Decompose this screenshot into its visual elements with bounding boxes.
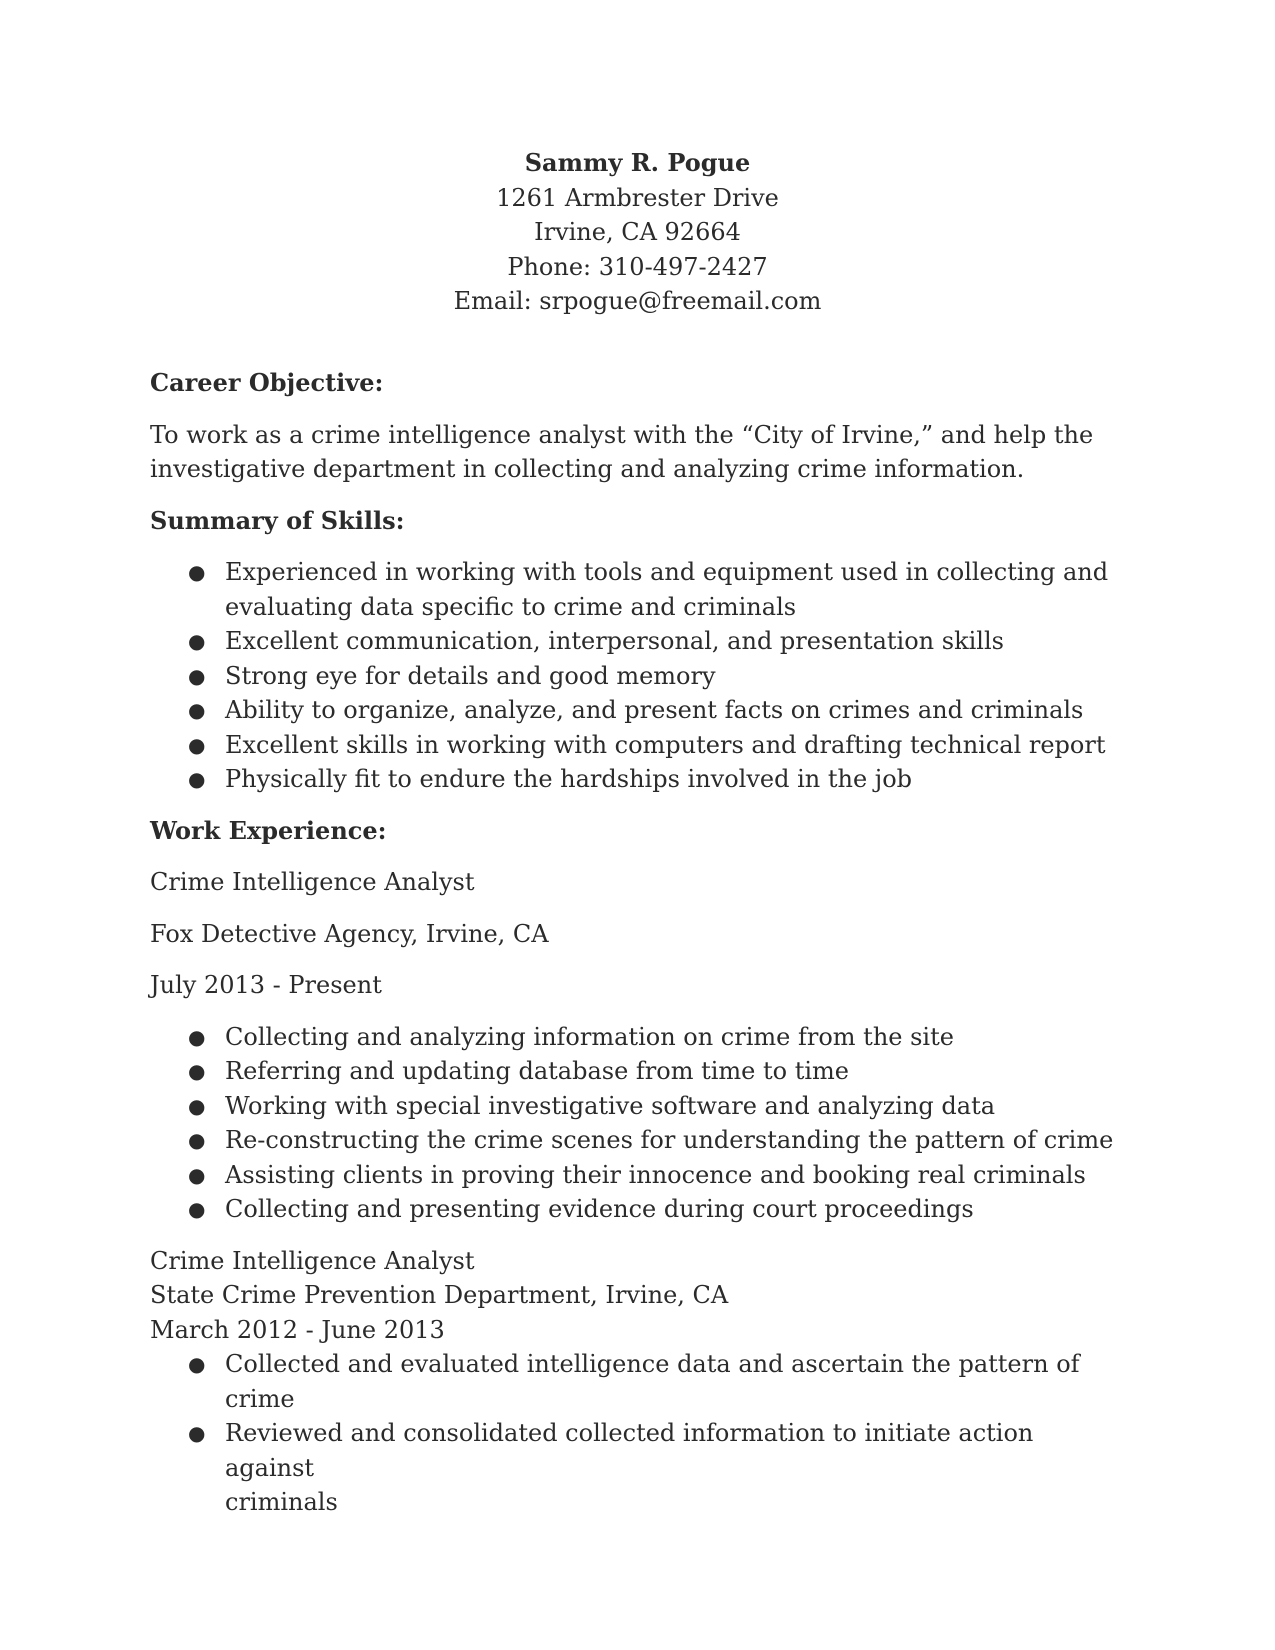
list-item: ● Collecting and analyzing information on crime from the site [150, 1020, 1130, 1055]
phone-line: Phone: 310-497-2427 [507, 252, 768, 281]
job-entry-1 [150, 865, 1130, 1227]
bullet-icon: ● [188, 1197, 206, 1221]
job-entry-2 [150, 1244, 1130, 1520]
email-line: Email: srpogue@freemail.com [453, 287, 822, 315]
bullet-icon: ● [188, 629, 206, 653]
list-item: ● Reviewed and consolidated collected information to initiate action against criminals [150, 1416, 1130, 1520]
job-duties-list [150, 1020, 1130, 1227]
skills-list [150, 555, 1130, 797]
address-line-1: 1261 Armbrester Drive [496, 183, 779, 212]
bullet-icon: ● [188, 560, 206, 584]
bullet-icon: ● [188, 1093, 206, 1118]
bullet-icon: ● [188, 1421, 206, 1445]
applicant-name: Sammy R. Pogue [524, 148, 751, 177]
bullet-icon: ● [188, 698, 206, 722]
bullet-icon: ● [188, 1024, 206, 1049]
bullet-icon: ● [188, 732, 206, 757]
list-item: ● Excellent skills in working with computers and drafting technical report [150, 728, 1130, 763]
job-dates: March 2012 - June 2013 [150, 1315, 445, 1344]
work-experience-heading: Work Experience: [150, 815, 387, 845]
career-objective-heading: Career Objective: [150, 368, 384, 397]
bullet-icon: ● [188, 1162, 206, 1187]
list-item: ● Re-constructing the crime scenes for understanding the pattern of crime [150, 1123, 1130, 1158]
skills-heading: Summary of Skills: [150, 505, 405, 535]
list-item: ● Collected and evaluated intelligence data and ascertain the pattern of crime [150, 1347, 1130, 1416]
job-dates: July 2013 - Present [150, 971, 382, 999]
bullet-icon: ● [188, 767, 206, 791]
contact-header [0, 146, 1275, 319]
list-item: ● Assisting clients in proving their innocence and booking real criminals [150, 1158, 1130, 1193]
list-item: ● Physically fit to endure the hardships involved in the job [150, 762, 1130, 797]
job-duties-list [150, 1347, 1130, 1520]
job-company: Fox Detective Agency, Irvine, CA [150, 919, 549, 948]
career-objective-text: To work as a crime intelligence analyst with the “City of Irvine,” and help the investigative department in collecting and analyzing crime information. [150, 420, 1094, 483]
list-item: ● Excellent communication, interpersonal, and presentation skills [150, 624, 1130, 659]
bullet-icon: ● [188, 663, 206, 688]
list-item: ● Working with special investigative software and analyzing data [150, 1089, 1130, 1124]
list-item: ● Strong eye for details and good memory [150, 659, 1130, 694]
address-line-2: Irvine, CA 92664 [534, 218, 741, 246]
resume-body [150, 366, 1130, 1520]
bullet-icon: ● [188, 1059, 206, 1083]
list-item: ● Ability to organize, analyze, and present facts on crimes and criminals [150, 693, 1130, 728]
list-item: ● Referring and updating database from time to time [150, 1054, 1130, 1089]
bullet-icon: ● [188, 1352, 206, 1376]
list-item: ● Experienced in working with tools and equipment used in collecting and evaluating data specific to crime and criminals [150, 555, 1130, 624]
job-company: State Crime Prevention Department, Irvine, CA [150, 1281, 729, 1309]
bullet-icon: ● [188, 1128, 206, 1152]
list-item: ● Collecting and presenting evidence during court proceedings [150, 1192, 1130, 1227]
job-title: Crime Intelligence Analyst [150, 868, 475, 896]
job-title: Crime Intelligence Analyst [150, 1246, 475, 1275]
